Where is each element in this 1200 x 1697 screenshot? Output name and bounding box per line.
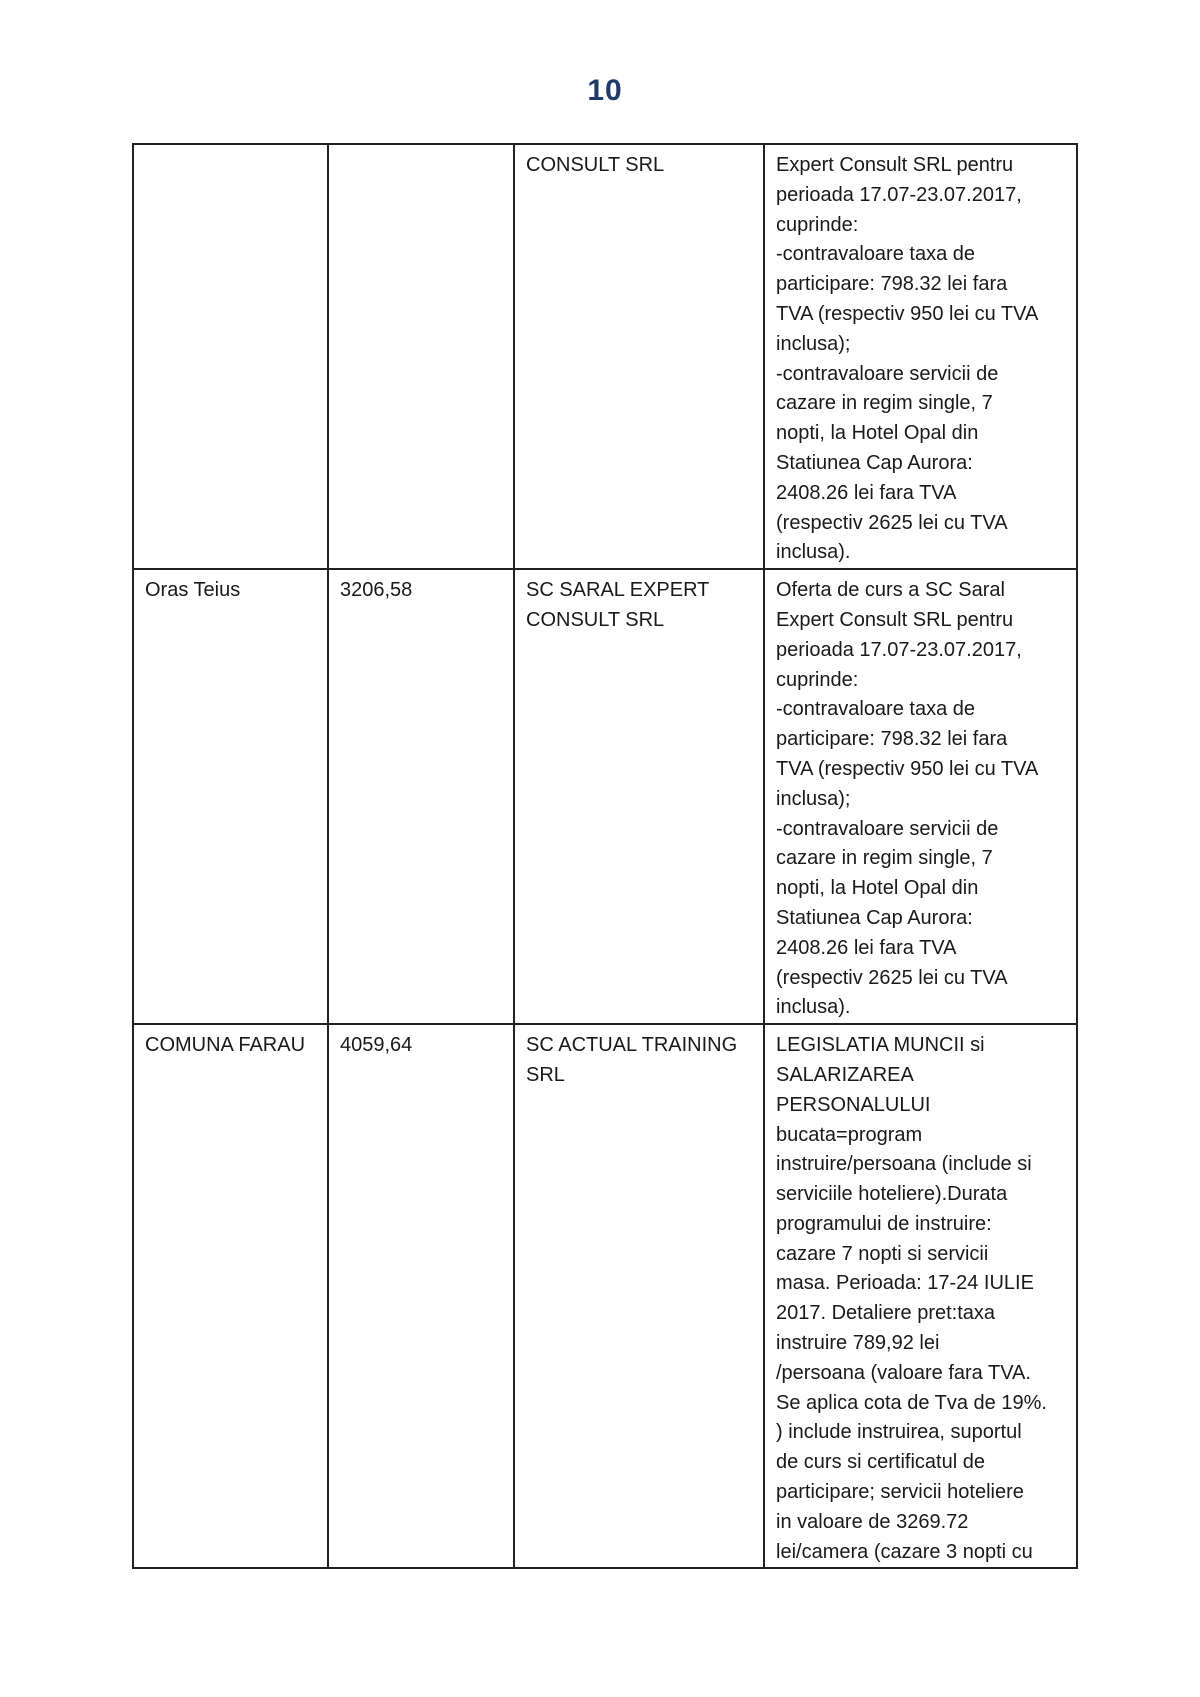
description-cell: LEGISLATIA MUNCII si SALARIZAREA PERSONALULUI bucata=program instruire/persoana (include si serviciile hoteliere).Durata programului de instruire: cazare 7 nopti si servicii masa. Perioada: 17-24 IULIE 2017. Detaliere pret:taxa instruire 789,92 lei /persoana (valoare fara TVA. Se aplica cota de Tva de 19%. ) include instruirea, suportul de curs si certificatul de participare; servicii hoteliere in valoare de 3269.72 lei/camera (cazare 3 nopti cu [764,1024,1077,1568]
amount-cell [328,144,514,569]
provider-cell: CONSULT SRL [514,144,764,569]
locality-cell: Oras Teius [133,569,328,1024]
provider-cell: SC SARAL EXPERT CONSULT SRL [514,569,764,1024]
locality-cell [133,144,328,569]
description-cell: Expert Consult SRL pentru perioada 17.07-23.07.2017, cuprinde: -contravaloare taxa de participare: 798.32 lei fara TVA (respectiv 950 lei cu TVA inclusa); -contravaloare servicii de cazare in regim single, 7 nopti, la Hotel Opal din Statiunea Cap Aurora: 2408.26 lei fara TVA (respectiv 2625 lei cu TVA inclusa). [764,144,1077,569]
table-row [133,569,1077,1024]
table-row [133,144,1077,569]
provider-cell: SC ACTUAL TRAINING SRL [514,1024,764,1568]
description-cell: Oferta de curs a SC Saral Expert Consult SRL pentru perioada 17.07-23.07.2017, cuprinde: -contravaloare taxa de participare: 798.32 lei fara TVA (respectiv 950 lei cu TVA inclusa); -contravaloare servicii de cazare in regim single, 7 nopti, la Hotel Opal din Statiunea Cap Aurora: 2408.26 lei fara TVA (respectiv 2625 lei cu TVA inclusa). [764,569,1077,1024]
page-number: 10 [587,74,623,107]
locality-cell: COMUNA FARAU [133,1024,328,1568]
table-row [133,1024,1077,1568]
amount-cell: 3206,58 [328,569,514,1024]
expense-table [132,143,1078,1569]
amount-cell: 4059,64 [328,1024,514,1568]
